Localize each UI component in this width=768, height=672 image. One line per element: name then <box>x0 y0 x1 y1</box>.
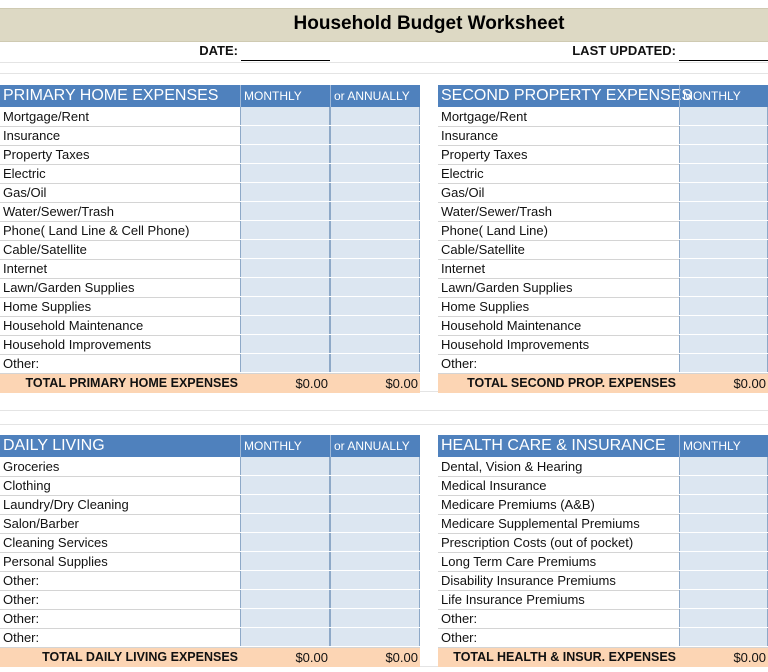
expense-row <box>0 476 420 496</box>
expense-row <box>438 278 768 298</box>
annual-input-cell[interactable] <box>330 571 420 589</box>
monthly-input-cell[interactable] <box>679 514 768 532</box>
expense-label: Clothing <box>3 478 51 493</box>
expense-label: Cable/Satellite <box>3 242 87 257</box>
second-total-row <box>438 374 768 393</box>
expense-label: Medicare Supplemental Premiums <box>441 516 640 531</box>
monthly-column-header: MONTHLY <box>679 85 768 107</box>
total-label: TOTAL HEALTH & INSUR. EXPENSES <box>453 650 676 664</box>
monthly-input-cell[interactable] <box>679 126 768 144</box>
annual-input-cell[interactable] <box>330 126 420 144</box>
expense-label: Disability Insurance Premiums <box>441 573 616 588</box>
annual-input-cell[interactable] <box>330 183 420 201</box>
monthly-input-cell[interactable] <box>679 495 768 513</box>
expense-row <box>0 533 420 553</box>
expense-label: Household Improvements <box>441 337 590 352</box>
expense-label: Internet <box>441 261 486 276</box>
expense-row <box>438 183 768 203</box>
monthly-input-cell[interactable] <box>240 495 330 513</box>
expense-row <box>0 221 420 241</box>
monthly-input-cell[interactable] <box>679 183 768 201</box>
expense-label: Prescription Costs (out of pocket) <box>441 535 634 550</box>
expense-row <box>0 278 420 298</box>
expense-row <box>438 107 768 127</box>
annual-input-cell[interactable] <box>330 514 420 532</box>
annual-input-cell[interactable] <box>330 552 420 570</box>
second-header <box>438 85 768 107</box>
expense-label: Lawn/Garden Supplies <box>441 280 573 295</box>
daily-header <box>0 435 420 457</box>
expense-label: Lawn/Garden Supplies <box>3 280 135 295</box>
monthly-input-cell[interactable] <box>679 457 768 475</box>
expense-label: Mortgage/Rent <box>3 109 89 124</box>
annual-input-cell[interactable] <box>330 221 420 239</box>
expense-label: Other: <box>3 611 40 626</box>
last-updated-label: LAST UPDATED: <box>572 43 676 58</box>
monthly-input-cell[interactable] <box>240 259 330 277</box>
expense-label: Household Maintenance <box>441 318 582 333</box>
expense-row <box>0 552 420 572</box>
expense-row <box>0 183 420 203</box>
annual-input-cell[interactable] <box>330 316 420 334</box>
expense-label: Home Supplies <box>441 299 530 314</box>
total-label: TOTAL PRIMARY HOME EXPENSES <box>25 376 238 390</box>
annual-input-cell[interactable] <box>330 457 420 475</box>
expense-label: Groceries <box>3 459 60 474</box>
expense-row <box>0 571 420 591</box>
monthly-input-cell[interactable] <box>240 533 330 551</box>
expense-label: Medicare Premiums (A&B) <box>441 497 595 512</box>
annual-input-cell[interactable] <box>330 202 420 220</box>
monthly-input-cell[interactable] <box>679 164 768 182</box>
expense-row <box>0 354 420 374</box>
divider <box>0 62 768 63</box>
monthly-input-cell[interactable] <box>240 354 330 372</box>
expense-row <box>438 126 768 146</box>
expense-label: Insurance <box>441 128 499 143</box>
annual-input-cell[interactable] <box>330 240 420 258</box>
expense-label: Gas/Oil <box>3 185 47 200</box>
last-updated-field[interactable] <box>679 60 768 61</box>
expense-row <box>438 145 768 165</box>
monthly-input-cell[interactable] <box>240 457 330 475</box>
divider <box>0 73 768 74</box>
health-total-row <box>438 648 768 667</box>
monthly-input-cell[interactable] <box>679 590 768 608</box>
expense-row <box>438 571 768 591</box>
annual-input-cell[interactable] <box>330 164 420 182</box>
expense-label: Electric <box>441 166 484 181</box>
total-label: TOTAL SECOND PROP. EXPENSES <box>467 376 676 390</box>
monthly-input-cell[interactable] <box>240 183 330 201</box>
monthly-input-cell[interactable] <box>240 221 330 239</box>
section-title: PRIMARY HOME EXPENSES <box>3 87 219 104</box>
expense-row <box>438 316 768 336</box>
expense-row <box>438 533 768 553</box>
expense-row <box>438 335 768 355</box>
annual-input-cell[interactable] <box>330 476 420 494</box>
primary-total-row <box>0 374 420 393</box>
monthly-input-cell[interactable] <box>240 145 330 163</box>
expense-label: Long Term Care Premiums <box>441 554 597 569</box>
expense-row <box>0 240 420 260</box>
expense-row <box>438 240 768 260</box>
monthly-input-cell[interactable] <box>240 590 330 608</box>
monthly-input-cell[interactable] <box>240 571 330 589</box>
monthly-column-header: MONTHLY <box>679 435 768 457</box>
expense-label: Other: <box>441 630 478 645</box>
date-field[interactable] <box>241 60 330 61</box>
expense-label: Phone( Land Line & Cell Phone) <box>3 223 190 238</box>
expense-label: Medical Insurance <box>441 478 547 493</box>
expense-row <box>438 221 768 241</box>
expense-row <box>438 354 768 374</box>
monthly-input-cell[interactable] <box>240 552 330 570</box>
expense-row <box>0 457 420 477</box>
monthly-input-cell[interactable] <box>679 278 768 296</box>
annually-column-header: or ANNUALLY <box>330 85 421 107</box>
section-title: SECOND PROPERTY EXPENSES <box>441 87 693 104</box>
monthly-column-header: MONTHLY <box>240 85 331 107</box>
annual-input-cell[interactable] <box>330 533 420 551</box>
expense-label: Water/Sewer/Trash <box>441 204 553 219</box>
expense-label: Cable/Satellite <box>441 242 525 257</box>
expense-label: Other: <box>3 573 40 588</box>
monthly-input-cell[interactable] <box>240 164 330 182</box>
monthly-input-cell[interactable] <box>240 126 330 144</box>
annual-input-cell[interactable] <box>330 354 420 372</box>
expense-label: Laundry/Dry Cleaning <box>3 497 129 512</box>
expense-row <box>438 514 768 534</box>
monthly-input-cell[interactable] <box>679 259 768 277</box>
expense-row <box>0 107 420 127</box>
monthly-column-header: MONTHLY <box>240 435 331 457</box>
expense-row <box>0 145 420 165</box>
date-label: DATE: <box>199 43 238 58</box>
annual-input-cell[interactable] <box>330 590 420 608</box>
expense-label: Personal Supplies <box>3 554 108 569</box>
annual-input-cell[interactable] <box>330 609 420 627</box>
monthly-input-cell[interactable] <box>240 107 330 125</box>
monthly-input-cell[interactable] <box>240 316 330 334</box>
monthly-input-cell[interactable] <box>240 628 330 646</box>
expense-label: Household Improvements <box>3 337 152 352</box>
expense-row <box>0 126 420 146</box>
total-label: TOTAL DAILY LIVING EXPENSES <box>42 650 238 664</box>
monthly-input-cell[interactable] <box>240 514 330 532</box>
total-monthly-value: $0.00 <box>295 376 328 391</box>
expense-row <box>438 297 768 317</box>
annual-input-cell[interactable] <box>330 297 420 315</box>
annual-input-cell[interactable] <box>330 335 420 353</box>
expense-row <box>0 514 420 534</box>
monthly-input-cell[interactable] <box>679 202 768 220</box>
expense-label: Home Supplies <box>3 299 92 314</box>
annual-input-cell[interactable] <box>330 278 420 296</box>
annual-input-cell[interactable] <box>330 259 420 277</box>
monthly-input-cell[interactable] <box>240 240 330 258</box>
section-title: HEALTH CARE & INSURANCE <box>441 437 666 454</box>
monthly-input-cell[interactable] <box>679 107 768 125</box>
expense-row <box>0 495 420 515</box>
monthly-input-cell[interactable] <box>240 609 330 627</box>
monthly-input-cell[interactable] <box>679 240 768 258</box>
annual-input-cell[interactable] <box>330 145 420 163</box>
expense-label: Other: <box>441 611 478 626</box>
total-annual-value: $0.00 <box>385 376 418 391</box>
expense-label: Household Maintenance <box>3 318 144 333</box>
expense-row <box>438 476 768 496</box>
monthly-input-cell[interactable] <box>679 354 768 372</box>
expense-row <box>0 609 420 629</box>
expense-label: Life Insurance Premiums <box>441 592 585 607</box>
expense-label: Insurance <box>3 128 61 143</box>
monthly-input-cell[interactable] <box>240 278 330 296</box>
expense-row <box>438 609 768 629</box>
expense-label: Phone( Land Line) <box>441 223 548 238</box>
expense-row <box>438 164 768 184</box>
monthly-input-cell[interactable] <box>679 476 768 494</box>
monthly-input-cell[interactable] <box>679 628 768 646</box>
expense-row <box>438 628 768 648</box>
expense-row <box>438 457 768 477</box>
annual-input-cell[interactable] <box>330 628 420 646</box>
expense-row <box>0 259 420 279</box>
expense-label: Property Taxes <box>3 147 90 162</box>
monthly-input-cell[interactable] <box>240 297 330 315</box>
monthly-input-cell[interactable] <box>679 571 768 589</box>
divider <box>0 410 768 411</box>
total-monthly-value: $0.00 <box>733 650 766 665</box>
expense-row <box>438 552 768 572</box>
monthly-input-cell[interactable] <box>679 316 768 334</box>
total-monthly-value: $0.00 <box>295 650 328 665</box>
expense-row <box>0 164 420 184</box>
total-monthly-value: $0.00 <box>733 376 766 391</box>
expense-label: Electric <box>3 166 46 181</box>
expense-row <box>438 495 768 515</box>
monthly-input-cell[interactable] <box>679 145 768 163</box>
monthly-input-cell[interactable] <box>240 202 330 220</box>
expense-row <box>0 202 420 222</box>
monthly-input-cell[interactable] <box>679 609 768 627</box>
divider <box>0 424 768 425</box>
expense-row <box>0 316 420 336</box>
monthly-input-cell[interactable] <box>679 221 768 239</box>
expense-label: Gas/Oil <box>441 185 485 200</box>
expense-row <box>0 297 420 317</box>
monthly-input-cell[interactable] <box>240 476 330 494</box>
daily-total-row <box>0 648 420 667</box>
monthly-input-cell[interactable] <box>679 552 768 570</box>
expense-row <box>0 590 420 610</box>
expense-label: Mortgage/Rent <box>441 109 527 124</box>
expense-label: Other: <box>3 592 40 607</box>
page-title: Household Budget Worksheet <box>293 13 565 34</box>
monthly-input-cell[interactable] <box>679 297 768 315</box>
expense-label: Dental, Vision & Hearing <box>441 459 583 474</box>
expense-label: Salon/Barber <box>3 516 79 531</box>
monthly-input-cell[interactable] <box>240 335 330 353</box>
annual-input-cell[interactable] <box>330 107 420 125</box>
expense-label: Other: <box>3 630 40 645</box>
expense-row <box>0 628 420 648</box>
monthly-input-cell[interactable] <box>679 533 768 551</box>
monthly-input-cell[interactable] <box>679 335 768 353</box>
expense-row <box>0 335 420 355</box>
total-annual-value: $0.00 <box>385 650 418 665</box>
expense-row <box>438 590 768 610</box>
primary-header <box>0 85 420 107</box>
annual-input-cell[interactable] <box>330 495 420 513</box>
section-title: DAILY LIVING <box>3 437 105 454</box>
expense-label: Other: <box>3 356 40 371</box>
annually-column-header: or ANNUALLY <box>330 435 421 457</box>
expense-label: Other: <box>441 356 478 371</box>
expense-row <box>438 259 768 279</box>
expense-row <box>438 202 768 222</box>
expense-label: Water/Sewer/Trash <box>3 204 115 219</box>
expense-label: Property Taxes <box>441 147 528 162</box>
expense-label: Cleaning Services <box>3 535 108 550</box>
health-header <box>438 435 768 457</box>
expense-label: Internet <box>3 261 48 276</box>
